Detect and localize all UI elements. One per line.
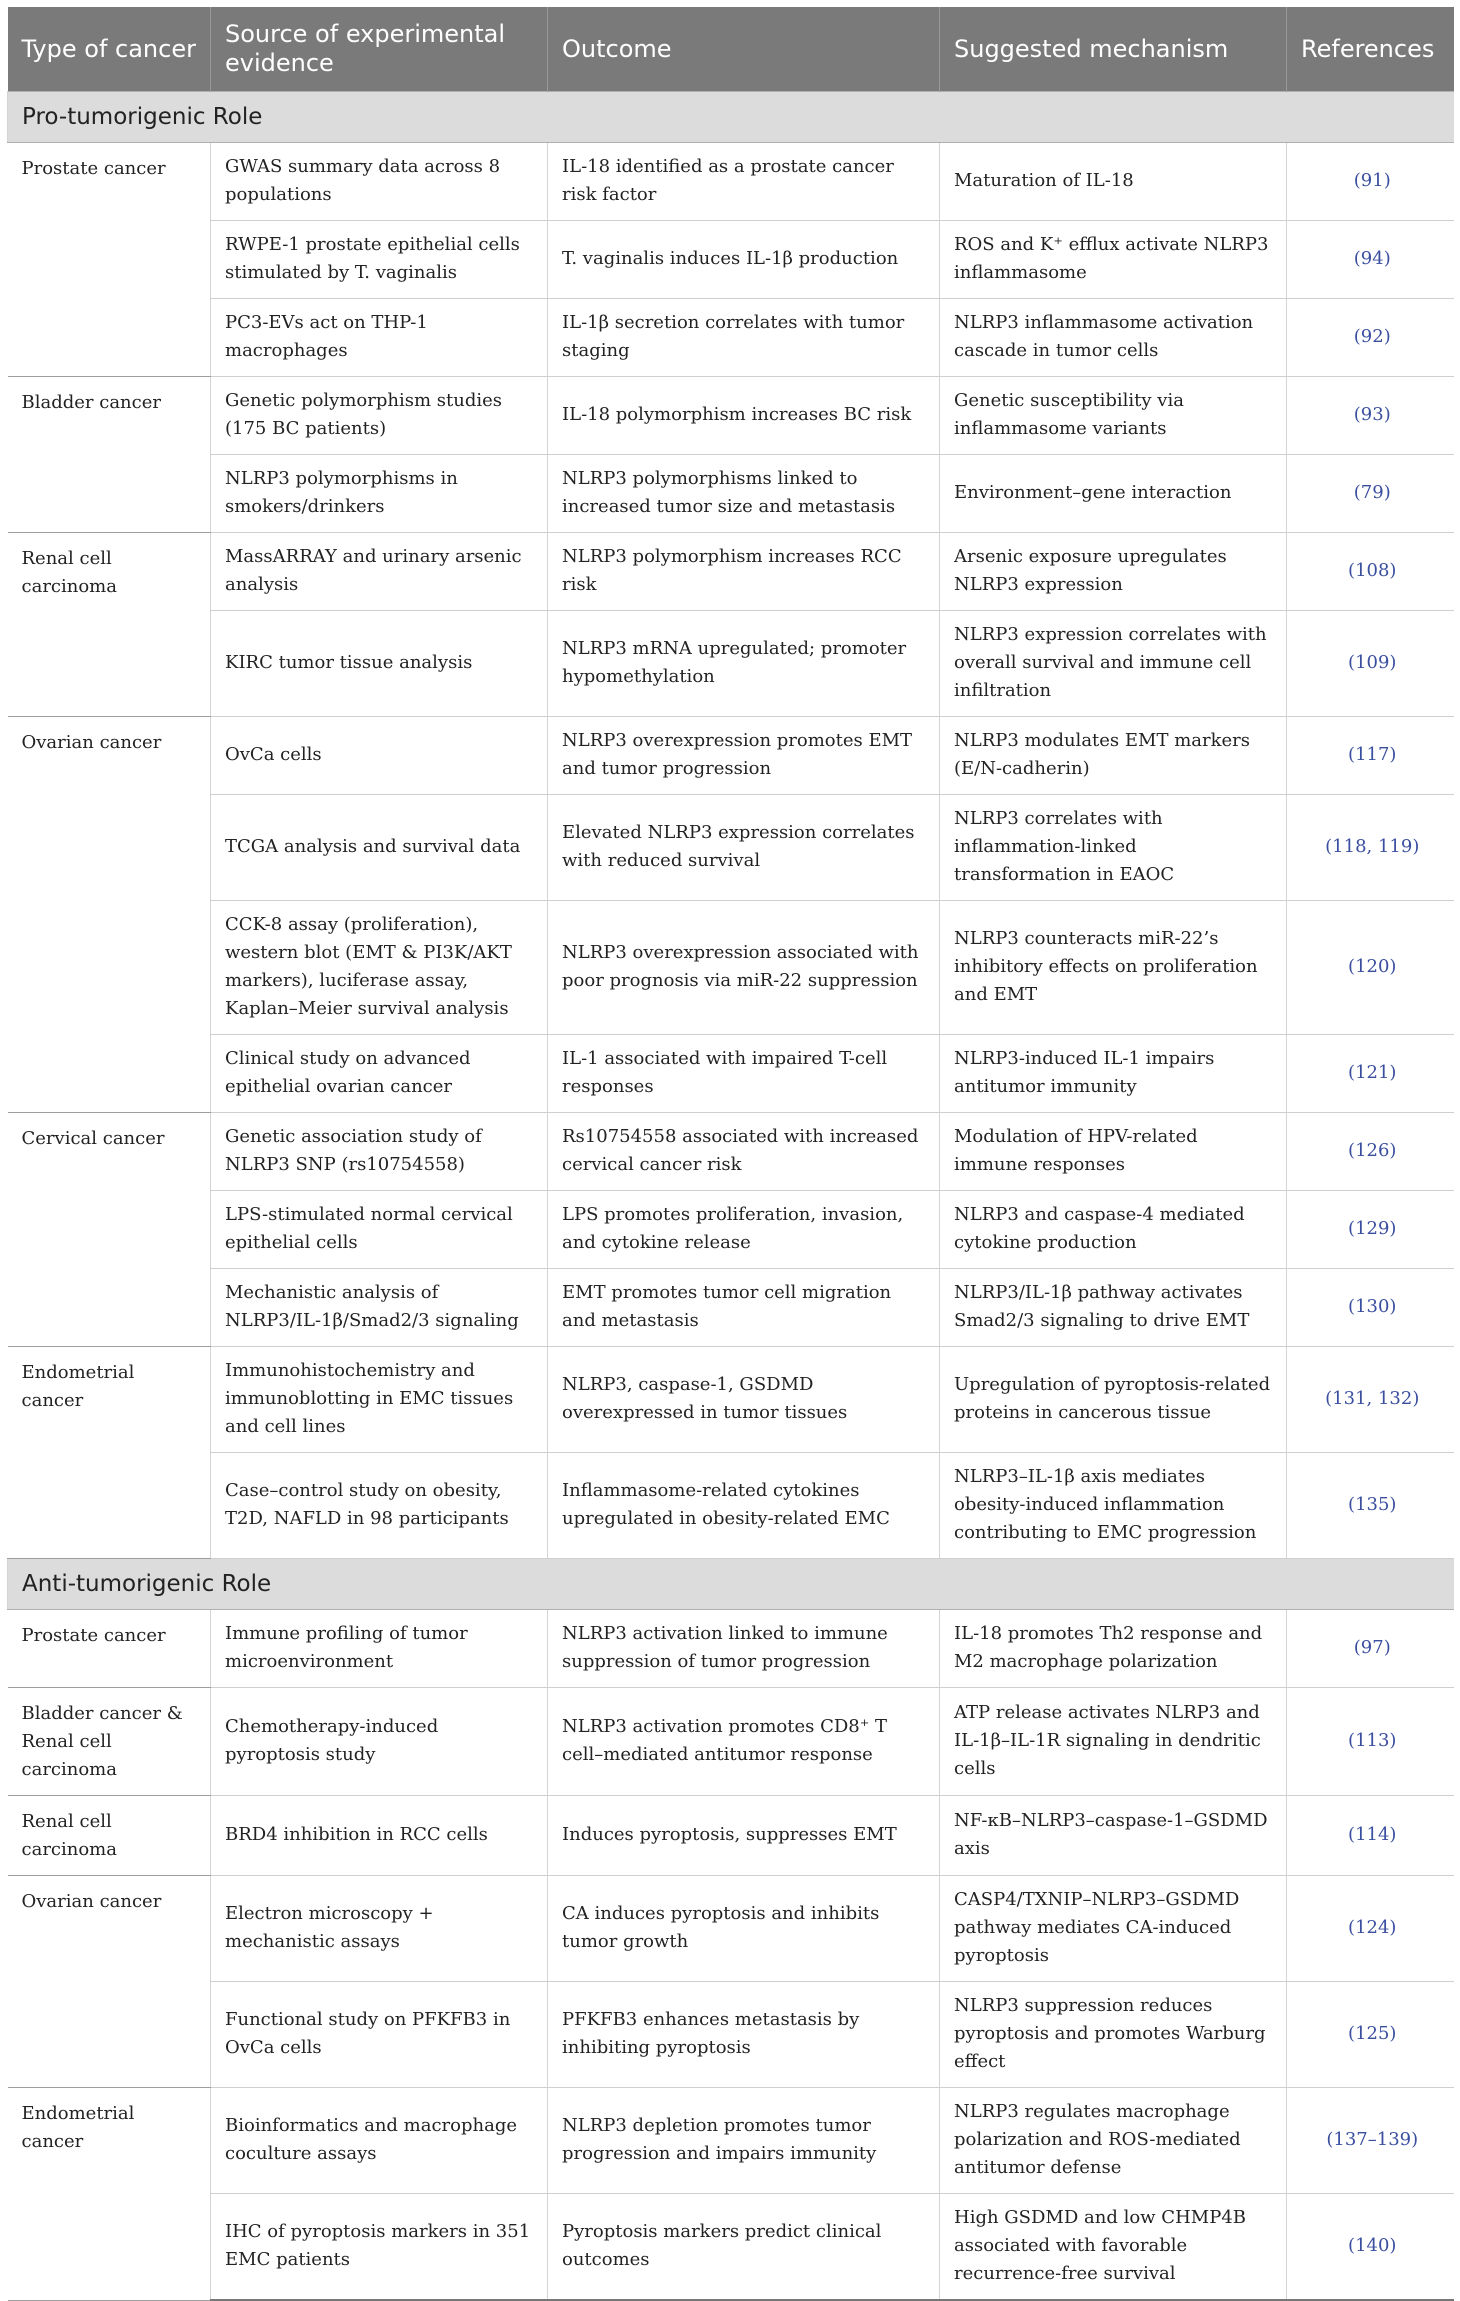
source-cell: Functional study on PFKFB3 in OvCa cells — [211, 1982, 548, 2088]
source-cell: BRD4 inhibition in RCC cells — [211, 1796, 548, 1876]
table-row — [8, 1113, 1454, 1191]
outcome-cell: NLRP3 activation linked to immune suppression of tumor progression — [548, 1610, 940, 1688]
reference-cell[interactable]: (129) — [1287, 1191, 1454, 1269]
table-row — [8, 1269, 1454, 1347]
mechanism-cell: NLRP3 expression correlates with overall survival and immune cell infiltration — [940, 611, 1287, 717]
source-cell: OvCa cells — [211, 717, 548, 795]
outcome-cell: T. vaginalis induces IL-1β production — [548, 221, 940, 299]
reference-cell[interactable]: (118, 119) — [1287, 795, 1454, 901]
mechanism-cell: NLRP3 inflammasome activation cascade in tumor cells — [940, 299, 1287, 377]
cancer-type-cell: Bladder cancer — [8, 377, 211, 533]
table-row — [8, 1982, 1454, 2088]
source-cell: Immunohistochemistry and immunoblotting in EMC tissues and cell lines — [211, 1347, 548, 1453]
reference-cell[interactable]: (97) — [1287, 1610, 1454, 1688]
reference-cell[interactable]: (124) — [1287, 1876, 1454, 1982]
reference-cell[interactable]: (94) — [1287, 221, 1454, 299]
reference-cell[interactable]: (137–139) — [1287, 2088, 1454, 2194]
reference-cell[interactable]: (117) — [1287, 717, 1454, 795]
reference-cell[interactable]: (135) — [1287, 1453, 1454, 1559]
cancer-type-cell: Cervical cancer — [8, 1113, 211, 1347]
cancer-type-cell: Prostate cancer — [8, 143, 211, 377]
outcome-cell: CA induces pyroptosis and inhibits tumor growth — [548, 1876, 940, 1982]
cancer-type-cell: Renal cell carcinoma — [8, 533, 211, 717]
outcome-cell: IL-1 associated with impaired T-cell responses — [548, 1035, 940, 1113]
mechanism-cell: ATP release activates NLRP3 and IL-1β–IL-1R signaling in dendritic cells — [940, 1688, 1287, 1796]
mechanism-cell: NLRP3/IL-1β pathway activates Smad2/3 signaling to drive EMT — [940, 1269, 1287, 1347]
table-body — [8, 92, 1454, 2301]
mechanism-cell: NLRP3–IL-1β axis mediates obesity-induced inflammation contributing to EMC progression — [940, 1453, 1287, 1559]
outcome-cell: IL-18 polymorphism increases BC risk — [548, 377, 940, 455]
evidence-table-container — [7, 7, 1453, 2301]
outcome-cell: NLRP3 overexpression promotes EMT and tumor progression — [548, 717, 940, 795]
table-row — [8, 901, 1454, 1035]
source-cell: MassARRAY and urinary arsenic analysis — [211, 533, 548, 611]
source-cell: RWPE-1 prostate epithelial cells stimulated by T. vaginalis — [211, 221, 548, 299]
table-row — [8, 299, 1454, 377]
source-cell: Bioinformatics and macrophage coculture assays — [211, 2088, 548, 2194]
source-cell: Genetic polymorphism studies (175 BC patients) — [211, 377, 548, 455]
source-cell: Clinical study on advanced epithelial ovarian cancer — [211, 1035, 548, 1113]
mechanism-cell: NLRP3 and caspase-4 mediated cytokine production — [940, 1191, 1287, 1269]
source-cell: KIRC tumor tissue analysis — [211, 611, 548, 717]
table-row — [8, 1688, 1454, 1796]
cancer-type-cell: Endometrial cancer — [8, 2088, 211, 2301]
section-header-row — [8, 1559, 1454, 1610]
mechanism-cell: CASP4/TXNIP–NLRP3–GSDMD pathway mediates CA-induced pyroptosis — [940, 1876, 1287, 1982]
reference-cell[interactable]: (120) — [1287, 901, 1454, 1035]
source-cell: Case–control study on obesity, T2D, NAFLD in 98 participants — [211, 1453, 548, 1559]
table-row — [8, 1035, 1454, 1113]
mechanism-cell: Upregulation of pyroptosis-related proteins in cancerous tissue — [940, 1347, 1287, 1453]
outcome-cell: Rs10754558 associated with increased cervical cancer risk — [548, 1113, 940, 1191]
mechanism-cell: NF-κB–NLRP3–caspase-1–GSDMD axis — [940, 1796, 1287, 1876]
table-row — [8, 143, 1454, 221]
source-cell: Immune profiling of tumor microenvironment — [211, 1610, 548, 1688]
table-row — [8, 1191, 1454, 1269]
section-title: Pro-tumorigenic Role — [8, 92, 1454, 143]
source-cell: CCK-8 assay (proliferation), western blot (EMT & PI3K/AKT markers), luciferase assay, Kaplan–Meier survival analysis — [211, 901, 548, 1035]
section-header-row — [8, 92, 1454, 143]
cancer-type-cell: Endometrial cancer — [8, 1347, 211, 1559]
source-cell: LPS-stimulated normal cervical epithelial cells — [211, 1191, 548, 1269]
table-row — [8, 455, 1454, 533]
mechanism-cell: NLRP3 suppression reduces pyroptosis and promotes Warburg effect — [940, 1982, 1287, 2088]
outcome-cell: NLRP3 depletion promotes tumor progression and impairs immunity — [548, 2088, 940, 2194]
mechanism-cell: ROS and K⁺ efflux activate NLRP3 inflammasome — [940, 221, 1287, 299]
outcome-cell: Inflammasome-related cytokines upregulated in obesity-related EMC — [548, 1453, 940, 1559]
cancer-type-cell: Renal cell carcinoma — [8, 1796, 211, 1876]
table-header — [8, 7, 1454, 92]
outcome-cell: Pyroptosis markers predict clinical outcomes — [548, 2194, 940, 2301]
source-cell: TCGA analysis and survival data — [211, 795, 548, 901]
source-cell: IHC of pyroptosis markers in 351 EMC patients — [211, 2194, 548, 2301]
cancer-type-cell: Ovarian cancer — [8, 1876, 211, 2088]
outcome-cell: NLRP3 overexpression associated with poor prognosis via miR-22 suppression — [548, 901, 940, 1035]
cancer-type-cell: Prostate cancer — [8, 1610, 211, 1688]
outcome-cell: Induces pyroptosis, suppresses EMT — [548, 1796, 940, 1876]
outcome-cell: NLRP3 polymorphisms linked to increased tumor size and metastasis — [548, 455, 940, 533]
outcome-cell: PFKFB3 enhances metastasis by inhibiting pyroptosis — [548, 1982, 940, 2088]
table-row — [8, 2088, 1454, 2194]
outcome-cell: NLRP3 polymorphism increases RCC risk — [548, 533, 940, 611]
source-cell: GWAS summary data across 8 populations — [211, 143, 548, 221]
table-row — [8, 1610, 1454, 1688]
source-cell: NLRP3 polymorphisms in smokers/drinkers — [211, 455, 548, 533]
outcome-cell: EMT promotes tumor cell migration and metastasis — [548, 1269, 940, 1347]
reference-cell[interactable]: (92) — [1287, 299, 1454, 377]
header-references: References — [1287, 7, 1454, 92]
source-cell: Chemotherapy-induced pyroptosis study — [211, 1688, 548, 1796]
mechanism-cell: NLRP3-induced IL-1 impairs antitumor immunity — [940, 1035, 1287, 1113]
header-outcome: Outcome — [548, 7, 940, 92]
table-row — [8, 1796, 1454, 1876]
mechanism-cell: Maturation of IL-18 — [940, 143, 1287, 221]
reference-cell[interactable]: (126) — [1287, 1113, 1454, 1191]
outcome-cell: NLRP3 mRNA upregulated; promoter hypomethylation — [548, 611, 940, 717]
reference-cell[interactable]: (125) — [1287, 1982, 1454, 2088]
table-row — [8, 717, 1454, 795]
source-cell: Genetic association study of NLRP3 SNP (rs10754558) — [211, 1113, 548, 1191]
mechanism-cell: High GSDMD and low CHMP4B associated with favorable recurrence-free survival — [940, 2194, 1287, 2301]
outcome-cell: IL-1β secretion correlates with tumor staging — [548, 299, 940, 377]
header-type-of-cancer: Type of cancer — [8, 7, 211, 92]
table-row — [8, 611, 1454, 717]
reference-cell[interactable]: (140) — [1287, 2194, 1454, 2301]
reference-cell[interactable]: (79) — [1287, 455, 1454, 533]
reference-cell[interactable]: (108) — [1287, 533, 1454, 611]
table-row — [8, 221, 1454, 299]
header-source-of-evidence: Source of experimental evidence — [211, 7, 548, 92]
mechanism-cell: Environment–gene interaction — [940, 455, 1287, 533]
outcome-cell: NLRP3, caspase-1, GSDMD overexpressed in tumor tissues — [548, 1347, 940, 1453]
mechanism-cell: NLRP3 correlates with inflammation-linked transformation in EAOC — [940, 795, 1287, 901]
table-row — [8, 1876, 1454, 1982]
table-row — [8, 1347, 1454, 1453]
table-row — [8, 2194, 1454, 2301]
header-suggested-mechanism: Suggested mechanism — [940, 7, 1287, 92]
outcome-cell: LPS promotes proliferation, invasion, and cytokine release — [548, 1191, 940, 1269]
mechanism-cell: NLRP3 counteracts miR-22’s inhibitory effects on proliferation and EMT — [940, 901, 1287, 1035]
reference-cell[interactable]: (113) — [1287, 1688, 1454, 1796]
outcome-cell: IL-18 identified as a prostate cancer risk factor — [548, 143, 940, 221]
outcome-cell: NLRP3 activation promotes CD8⁺ T cell–mediated antitumor response — [548, 1688, 940, 1796]
source-cell: Mechanistic analysis of NLRP3/IL-1β/Smad2/3 signaling — [211, 1269, 548, 1347]
table-row — [8, 377, 1454, 455]
reference-cell[interactable]: (131, 132) — [1287, 1347, 1454, 1453]
mechanism-cell: NLRP3 regulates macrophage polarization and ROS-mediated antitumor defense — [940, 2088, 1287, 2194]
mechanism-cell: Genetic susceptibility via inflammasome variants — [940, 377, 1287, 455]
table-row — [8, 795, 1454, 901]
nlrp3-cancer-evidence-table — [7, 7, 1454, 2301]
reference-cell[interactable]: (114) — [1287, 1796, 1454, 1876]
reference-cell[interactable]: (109) — [1287, 611, 1454, 717]
reference-cell[interactable]: (130) — [1287, 1269, 1454, 1347]
reference-cell[interactable]: (121) — [1287, 1035, 1454, 1113]
mechanism-cell: Modulation of HPV-related immune responses — [940, 1113, 1287, 1191]
reference-cell[interactable]: (91) — [1287, 143, 1454, 221]
table-row — [8, 533, 1454, 611]
table-row — [8, 1453, 1454, 1559]
cancer-type-cell: Ovarian cancer — [8, 717, 211, 1113]
cancer-type-cell: Bladder cancer & Renal cell carcinoma — [8, 1688, 211, 1796]
section-title: Anti-tumorigenic Role — [8, 1559, 1454, 1610]
mechanism-cell: IL-18 promotes Th2 response and M2 macrophage polarization — [940, 1610, 1287, 1688]
source-cell: Electron microscopy + mechanistic assays — [211, 1876, 548, 1982]
outcome-cell: Elevated NLRP3 expression correlates with reduced survival — [548, 795, 940, 901]
mechanism-cell: Arsenic exposure upregulates NLRP3 expression — [940, 533, 1287, 611]
mechanism-cell: NLRP3 modulates EMT markers (E/N-cadherin) — [940, 717, 1287, 795]
source-cell: PC3-EVs act on THP-1 macrophages — [211, 299, 548, 377]
reference-cell[interactable]: (93) — [1287, 377, 1454, 455]
